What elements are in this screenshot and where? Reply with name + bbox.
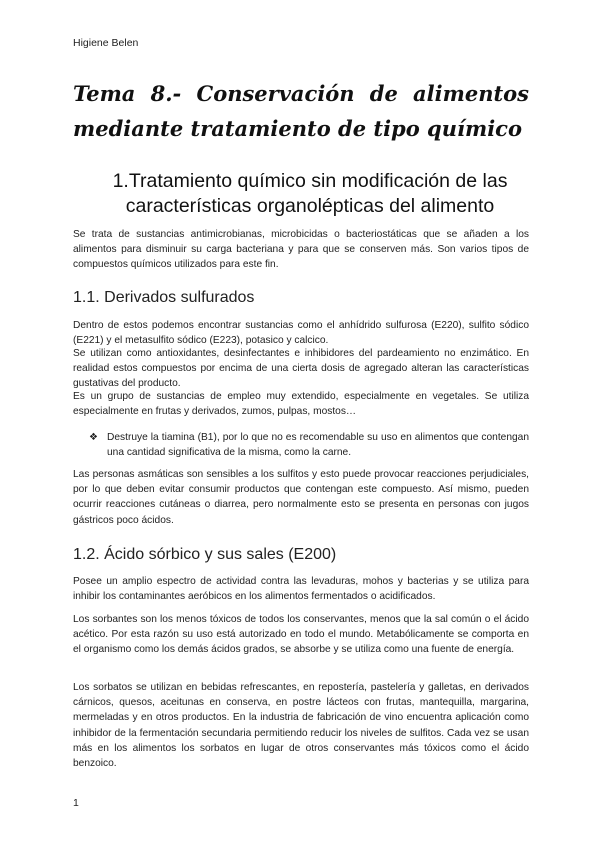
page-number: 1 <box>73 797 79 809</box>
bullet-text: Destruye la tiamina (B1), por lo que no es recomendable su uso en alimentos que contengan una cantidad significativa de la misma, como la carne. <box>107 432 529 459</box>
page-header: Higiene Belen <box>73 37 139 49</box>
paragraph: Los sorbantes son los menos tóxicos de todos los conservantes, menos que la sal común o el ácido acético. Por esta razón su uso está autorizado en todo el mundo. Metabólicamente se comporta en el organismo como los demás ácidos grados, se absorbe y se utiliza como una fuente de energía. <box>73 614 529 656</box>
paragraph: Es un grupo de sustancias de empleo muy extendido, especialmente en vegetales. Se utiliza especialmente en frutas y derivados, zumos, pulpas, mostos… <box>73 391 529 418</box>
document-title: Tema 8.- Conservación de alimentos mediante tratamiento de tipo químico <box>73 81 529 141</box>
paragraph: Las personas asmáticas son sensibles a los sulfitos y esto puede provocar reacciones perjudiciales, por lo que deben evitar consumir productos que contengan este compuesto. Así mismo, pueden ocurrir reacciones cutáneas o diarrea, pero normalmente esto se presenta en personas con jugos gástricos poco ácidos. <box>73 469 529 526</box>
paragraph: Se utilizan como antioxidantes, desinfectantes e inhibidores del pardeamiento no enzimático. En realidad estos compuestos por encima de una cierta dosis de agregado alteran las características gustativas del producto. <box>73 348 529 390</box>
paragraph: Los sorbatos se utilizan en bebidas refrescantes, en repostería, pastelería y galletas, en derivados cárnicos, quesos, aceitunas en conserva, en postre lácteos con frutas, mantequilla, margarina, mermeladas y en otros productos. En la industria de fabricación de vino encuentra aplicación como inhibidor de la fermentación secundaria permitiendo reducir los niveles de sulfitos. Cada vez se usan más en los alimentos los sorbatos en lugar de otros conservantes más tóxicos como el ácido benzoico. <box>73 682 529 770</box>
bullet-item <box>87 430 529 460</box>
subsection-heading-sulfurados: 1.1. Derivados sulfurados <box>73 289 255 306</box>
paragraph: Posee un amplio espectro de actividad contra las levaduras, mohos y bacterias y se utiliza para inhibir los contaminantes aeróbicos en los alimentos fermentados o acidificados. <box>73 576 529 603</box>
diamond-bullet-icon: ❖ <box>89 432 98 443</box>
section-heading: 1.Tratamiento químico sin modificación de las características organolépticas del alimento <box>112 170 508 217</box>
paragraph: Dentro de estos podemos encontrar sustancias como el anhídrido sulfurosa (E220), sulfito sódico (E221) y el metasulfito sódico (E223), potasico y calcico. <box>73 320 529 347</box>
section-intro: Se trata de sustancias antimicrobianas, microbicidas o bacteriostáticas que se añaden a los alimentos para disminuir su carga bacteriana y para que se conserven más. Son varios tipos de compuestos químicos utilizados para este fin. <box>73 229 529 271</box>
subsection-heading-acido-sorbico: 1.2. Ácido sórbico y sus sales (E200) <box>73 546 337 563</box>
